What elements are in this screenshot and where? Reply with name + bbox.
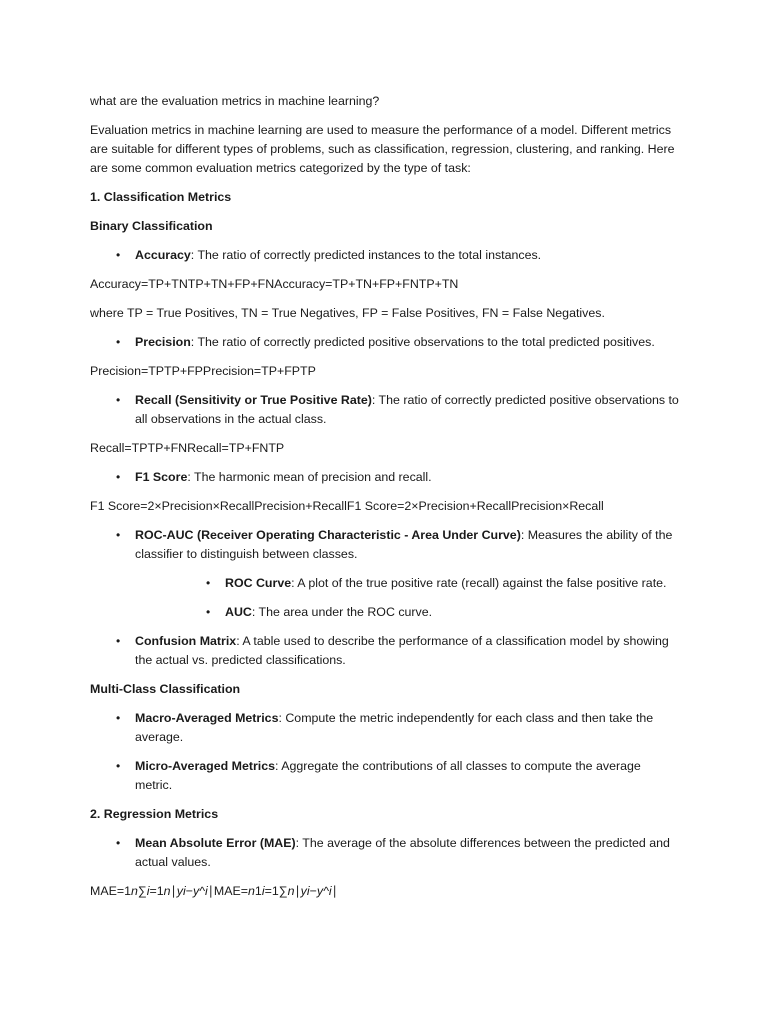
desc-recall: : The ratio of correctly predicted positive observations to all observations in the actual class. (135, 393, 679, 426)
desc-accuracy: : The ratio of correctly predicted instances to the total instances. (190, 248, 542, 262)
formula-part: ∣ (294, 884, 301, 898)
formula-part: i (146, 884, 150, 898)
list-item-roc-curve (135, 574, 680, 593)
formula-mae (90, 882, 680, 901)
desc-auc: : The area under the ROC curve. (251, 605, 433, 619)
list-item-confusion-matrix (90, 632, 680, 670)
term-micro-averaged: Micro-Averaged Metrics (135, 759, 276, 773)
formula-f1-score: F1 Score=2×Precision×RecallPrecision+RecallF1 Score=2×Precision+RecallPrecision×Recall (90, 499, 604, 513)
desc-f1-score: : The harmonic mean of precision and recall. (187, 470, 432, 484)
bullet-list (90, 709, 680, 747)
list-item-accuracy (90, 246, 680, 265)
formula-accuracy: Accuracy=TP+TNTP+TN+FP+FNAccuracy=TP+TN+FP+FNTP+TN (90, 277, 459, 291)
formula-part: =1 (149, 884, 164, 898)
list-item-mae (90, 834, 680, 872)
desc-precision: : The ratio of correctly predicted positive observations to the total predicted positives. (190, 335, 655, 349)
bullet-list (90, 333, 680, 352)
bullet-list (90, 526, 680, 670)
formula-part: y^i (316, 884, 332, 898)
list-item-precision (90, 333, 680, 352)
bullet-list (90, 246, 680, 265)
list-item-recall (90, 391, 680, 429)
term-precision: Precision (135, 335, 191, 349)
nested-bullet-list (135, 574, 680, 622)
subheading-binary-classification: Binary Classification (90, 219, 213, 233)
formula-part: ∣ (170, 884, 177, 898)
formula-part: n (248, 884, 255, 898)
desc-roc-curve: : A plot of the true positive rate (recall) against the false positive rate. (291, 576, 667, 590)
formula-part: i (261, 884, 265, 898)
list-item-f1-score (90, 468, 680, 487)
formula-part: MAE=1 (90, 884, 131, 898)
term-roc-auc: ROC-AUC (Receiver Operating Characteristic - Area Under Curve) (135, 528, 521, 542)
desc-roc-auc: : Measures the ability of the classifier to distinguish between classes. (135, 528, 673, 561)
formula-part: yi (176, 884, 186, 898)
section-heading-regression: 2. Regression Metrics (90, 807, 219, 821)
bullet-list (90, 468, 680, 487)
term-confusion-matrix: Confusion Matrix (135, 634, 237, 648)
formula-part: n (130, 884, 138, 898)
list-item-macro-averaged (90, 709, 680, 747)
formula-part: ∣MAE= (207, 884, 249, 898)
bullet-list (90, 834, 680, 872)
formula-precision: Precision=TPTP+FPPrecision=TP+FPTP (90, 364, 316, 378)
term-auc: AUC (225, 605, 252, 619)
formula-part: yi (300, 884, 310, 898)
section-heading-classification: 1. Classification Metrics (90, 190, 232, 204)
formula-part: 1 (254, 884, 262, 898)
term-f1-score: F1 Score (135, 470, 188, 484)
document-page (90, 92, 680, 911)
bullet-list (90, 757, 680, 795)
formula-part: =1∑ (264, 884, 288, 898)
formula-part: n (287, 884, 295, 898)
formula-part: ∣ (331, 884, 338, 898)
formula-recall: Recall=TPTP+FNRecall=TP+FNTP (90, 441, 285, 455)
list-item-roc-auc (90, 526, 680, 622)
term-macro-averaged: Macro-Averaged Metrics (135, 711, 279, 725)
note-abbreviations: where TP = True Positives, TN = True Negatives, FP = False Positives, FN = False Negatives. (90, 306, 605, 320)
desc-micro-averaged: : Aggregate the contributions of all classes to compute the average metric. (135, 759, 641, 792)
formula-part: − (185, 884, 193, 898)
list-item-auc (135, 603, 680, 622)
desc-macro-averaged: : Compute the metric independently for each class and then take the average. (135, 711, 654, 744)
subheading-multi-class-classification: Multi-Class Classification (90, 682, 241, 696)
desc-mae: : The average of the absolute differences between the predicted and actual values. (135, 836, 670, 869)
term-recall: Recall (Sensitivity or True Positive Rate) (135, 393, 372, 407)
term-roc-curve: ROC Curve (225, 576, 292, 590)
desc-confusion-matrix: : A table used to describe the performance of a classification model by showing the actual vs. predicted classifications. (135, 634, 669, 667)
formula-part: ∑ (137, 884, 147, 898)
bullet-list (90, 391, 680, 429)
list-item-micro-averaged (90, 757, 680, 795)
formula-part: − (309, 884, 317, 898)
term-accuracy: Accuracy (135, 248, 191, 262)
intro-paragraph: Evaluation metrics in machine learning are used to measure the performance of a model. Different metrics are suitable for different types of problems, such as classification, regression, clustering, and ranking. Here are some common evaluation metrics categorized by the type of task: (90, 123, 675, 175)
formula-part: n (163, 884, 171, 898)
term-mae: Mean Absolute Error (MAE) (135, 836, 296, 850)
question-text: what are the evaluation metrics in machine learning? (90, 94, 380, 108)
formula-part: y^i (192, 884, 208, 898)
